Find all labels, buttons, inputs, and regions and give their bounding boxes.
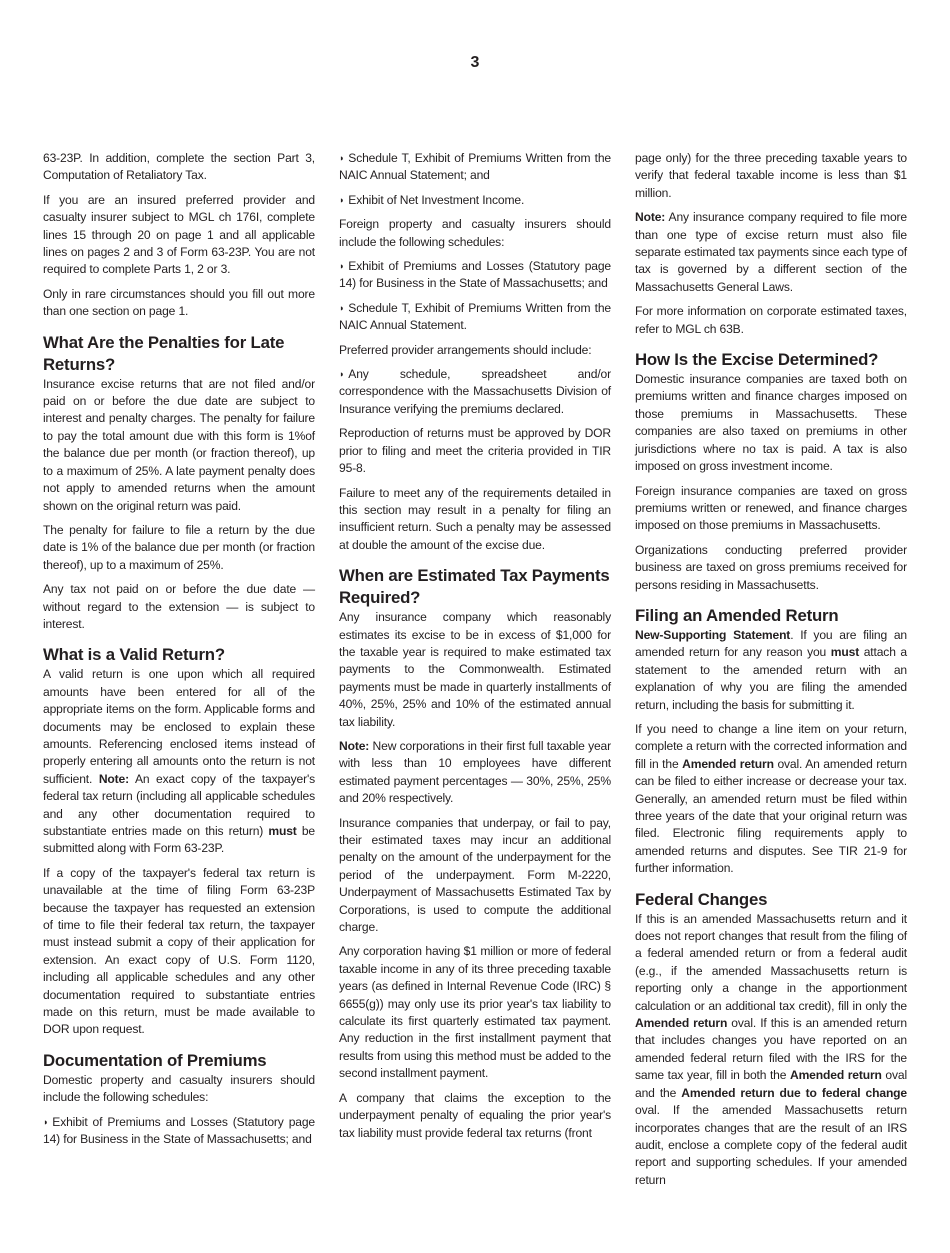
paragraph: The penalty for failure to file a return by the due date is 1% of the balance due per month (or fraction thereof), up to a maximum of 25%. bbox=[43, 522, 315, 572]
paragraph: New-Supporting Statement. If you are filing an amended return for any reason you must attach a statement to the amended return with an explanation of why you are filing the amended return, including the basis for submitting it. bbox=[635, 627, 908, 712]
paragraph: If you are an insured preferred provider and casualty insurer subject to MGL ch 176I, complete lines 15 through 20 on page 1 and all applicable lines on pages 2 and 3 of Form 63-23P. You are not required to complete Parts 1, 2 or 3. bbox=[43, 192, 315, 277]
heading-valid-return: What is a Valid Return? bbox=[43, 645, 225, 665]
bullet-item: ◗ Schedule T, Exhibit of Premiums Written from the NAIC Annual Statement. bbox=[339, 300, 611, 333]
paragraph: Preferred provider arrangements should include: bbox=[339, 342, 592, 357]
paragraph: Note: New corporations in their first full taxable year with less than 10 employees have different estimated payment percentages — 30%, 25%, 25% and 20% respectively. bbox=[339, 738, 611, 806]
column-1 bbox=[43, 150, 315, 1156]
bullet-item: ◗ Any schedule, spreadsheet and/or correspondence with the Massachusetts Division of Insurance verifying the premiums declared. bbox=[339, 367, 611, 416]
paragraph: Insurance excise returns that are not filed and/or paid on or before the due date are subject to interest and penalty charges. The penalty for failure to pay the total amount due with this form is 1%of the balance due per month (or fraction thereof), up to a maximum of 25%. A late payment penalty does not apply to amended returns when the amount shown on the original return was paid. bbox=[43, 376, 315, 513]
heading-estimated-tax: When are Estimated Tax Payments Required? bbox=[339, 566, 610, 608]
page-number: 3 bbox=[470, 54, 480, 71]
paragraph: Note: Any insurance company required to file more than one type of excise return must also file separate estimated tax payments since each type of tax is governed by a different section of the Massachusetts General Laws. bbox=[635, 210, 907, 294]
paragraph: If this is an amended Massachusetts return and it does not report changes that result from the filing of a federal amended return or from a federal audit (e.g., if the amended Massachusetts return is reporting only a change in the apportionment calculation or an additional tax credit), fill in only the Amended return oval. If this is an amended return that includes changes you have reported on an amended federal return filed with the IRS for the same tax year, fill in both the Amended return oval and the Amended return due to federal change oval. If the amended Massachusetts return incorporates changes that are the result of an IRS audit, enclose a complete copy of the federal audit report and supporting schedules. If your amended return bbox=[635, 911, 908, 1187]
paragraph: Foreign property and casualty insurers should include the following schedules: bbox=[339, 217, 611, 249]
paragraph: If a copy of the taxpayer's federal tax return is unavailable at the time of filing Form 63-23P because the taxpayer has requested an extension of time to file their federal tax return, the taxpayer must instead submit a copy of their application for extension. An exact copy of U.S. Form 1120, including all applicable schedules and any other documentation required to substantiate entries made on this return, must be made available to DOR upon request. bbox=[43, 865, 315, 1037]
heading-amended-return: Filing an Amended Return bbox=[635, 605, 839, 625]
column-2 bbox=[339, 150, 611, 1149]
paragraph: A company that claims the exception to the underpayment penalty of equaling the prior year's tax liability must provide federal tax returns (front bbox=[339, 1090, 611, 1140]
heading-documentation: Documentation of Premiums bbox=[43, 1050, 267, 1070]
paragraph: Insurance companies that underpay, or fail to pay, their estimated taxes may incur an additional penalty on the amount of the underpayment for the period of the underpayment. Form M-2220, Underpayment of Massachusetts Estimated Tax by Corporations, is used to compute the additional charge. bbox=[339, 815, 611, 935]
column-3 bbox=[635, 150, 907, 1196]
heading-penalties: What Are the Penalties for Late Returns? bbox=[43, 332, 285, 374]
bullet-icon: ◗ bbox=[339, 302, 345, 313]
heading-excise-determined: How Is the Excise Determined? bbox=[635, 350, 879, 370]
bullet-icon: ◗ bbox=[339, 153, 345, 163]
paragraph: Any tax not paid on or before the due date — without regard to the extension — is subject to interest. bbox=[43, 582, 315, 631]
bullet-item: ◗ Exhibit of Net Investment Income. bbox=[339, 192, 611, 209]
paragraph: Failure to meet any of the requirements detailed in this section may result in a penalty for filing an insufficient return. Such a penalty may be assessed at double the amount of the excise due. bbox=[339, 485, 611, 552]
paragraph: Domestic insurance companies are taxed both on premiums written and finance charges imposed on those premiums in Massachusetts. These companies are also taxed on premiums in other jurisdictions where no tax is paid. A tax is also imposed on gross investment income. bbox=[635, 372, 907, 474]
paragraph: Domestic property and casualty insurers should include the following schedules: bbox=[43, 1072, 315, 1105]
paragraph: Foreign insurance companies are taxed on gross premiums written or renewed, and finance charges imposed on those premiums in Massachusetts. bbox=[635, 483, 907, 533]
bullet-icon: ◗ bbox=[339, 261, 345, 272]
bullet-item: ◗ Schedule T, Exhibit of Premiums Written from the NAIC Annual Statement; and bbox=[339, 151, 611, 183]
paragraph: Any corporation having $1 million or more of federal taxable income in any of its three preceding taxable years (as defined in Internal Revenue Code (IRC) § 6655(g)) may only use its prior year's tax liability to calculate its first quarterly estimated tax payment. Any reduction in the first installment payment that results from using this method must be added to the second installment payment. bbox=[339, 944, 611, 1081]
paragraph: If you need to change a line item on your return, complete a return with the corrected information and fill in the Amended return oval. An amended return can be filed to either increase or decrease your tax. Generally, an amended return must be filed within three years of the date that your original return was filed. Electronic filing requirements apply to amended returns and disputes. See TIR 21-9 for further information. bbox=[635, 721, 907, 876]
paragraph: For more information on corporate estimated taxes, refer to MGL ch 63B. bbox=[635, 304, 907, 336]
paragraph: Organizations conducting preferred provider business are taxed on gross premiums received for persons residing in Massachusetts. bbox=[635, 542, 907, 592]
bullet-item: ◗ Exhibit of Premiums and Losses (Statutory page 14) for Business in the State of Massachusetts; and bbox=[43, 1114, 315, 1147]
paragraph: Reproduction of returns must be approved by DOR prior to filing and meet the criteria provided in TIR 95-8. bbox=[339, 426, 611, 476]
heading-federal-changes: Federal Changes bbox=[635, 889, 768, 909]
paragraph: Any insurance company which reasonably estimates its excise to be in excess of $1,000 for the taxable year is required to make estimated tax payments to the Commonwealth. Estimated payments must be made in quarterly installments of 40%, 25%, 25% and 10% of the estimated annual tax liability. bbox=[339, 610, 611, 729]
bullet-icon: ◗ bbox=[339, 369, 345, 380]
bullet-item: ◗ Exhibit of Premiums and Losses (Statutory page 14) for Business in the State of Massachusetts; and bbox=[339, 259, 611, 291]
paragraph: page only) for the three preceding taxable years to verify that federal taxable income is less than $1 million. bbox=[635, 151, 907, 200]
bullet-icon: ◗ bbox=[43, 1116, 49, 1127]
paragraph: Only in rare circumstances should you fill out more than one section on page 1. bbox=[43, 286, 315, 319]
bullet-icon: ◗ bbox=[339, 194, 345, 205]
paragraph: A valid return is one upon which all required amounts have been entered for all of the appropriate items on the form. Applicable forms and documents may be enclosed to explain these amounts. Referencing enclosed items instead of properly entering all amounts onto the return is not sufficient. Note: An exact copy of the taxpayer's federal tax return (including all applicable schedules and any other documentation required to substantiate entries made on this return) must be submitted along with Form 63-23P. bbox=[43, 667, 315, 856]
paragraph: 63-23P. In addition, complete the section Part 3, Computation of Retaliatory Tax. bbox=[43, 151, 315, 183]
